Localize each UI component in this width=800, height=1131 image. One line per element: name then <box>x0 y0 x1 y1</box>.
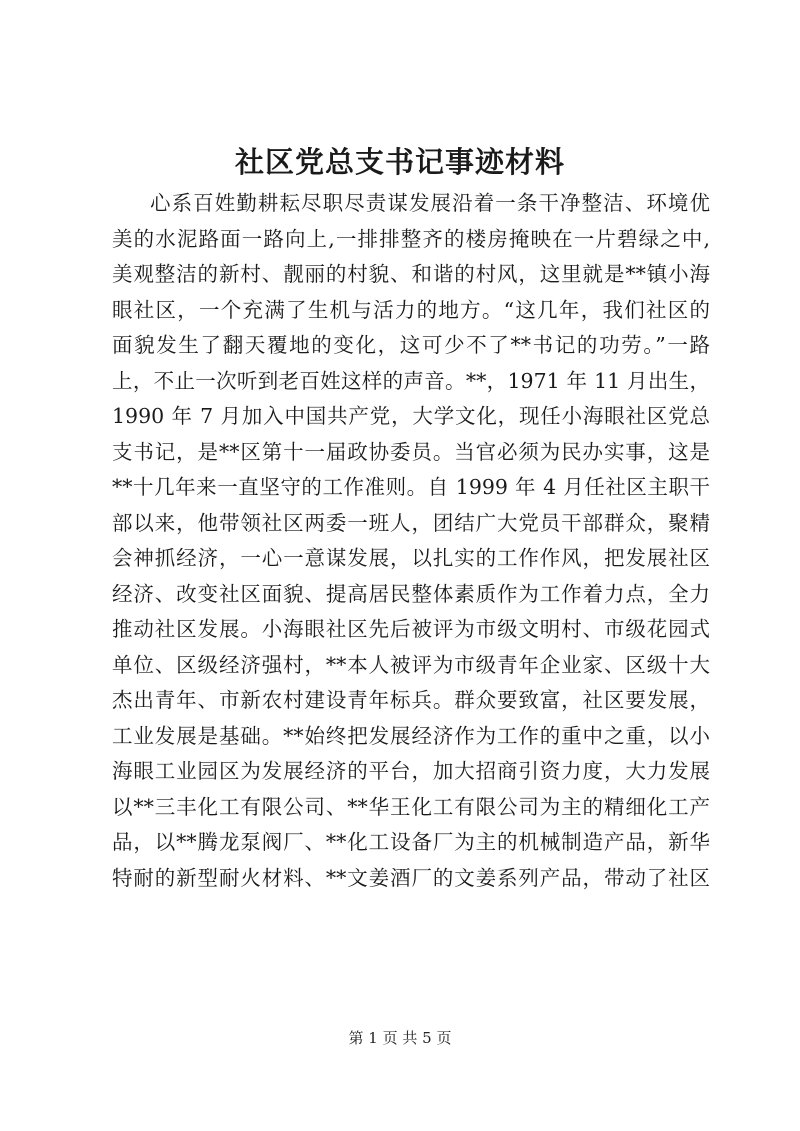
body-line-10: 部以来，他带领社区两委一班人，团结广大党员干部群众，聚精 <box>112 510 710 535</box>
body-line-9: **十几年来一直坚守的工作准则。自 1999 年 4 月任社区主职干 <box>112 475 710 499</box>
body-line-3: 美观整洁的新村、靓丽的村貌、和谐的村风，这里就是**镇小海 <box>112 262 710 286</box>
body-line-13: 推动社区发展。小海眼社区先后被评为市级文明村、市级花园式 <box>112 617 710 641</box>
body-line-6: 上，不止一次听到老百姓这样的声音。**，1971 年 11 月出生， <box>112 368 710 393</box>
body-line-2: 美的水泥路面一路向上,一排排整齐的楼房掩映在一片碧绿之中, <box>112 226 710 251</box>
document-body <box>112 186 710 896</box>
document-title: 社区党总支书记事迹材料 <box>234 145 565 179</box>
body-line-15: 杰出青年、市新农村建设青年标兵。群众要致富，社区要发展， <box>112 688 710 712</box>
page-number-footer: 第 1 页 共 5 页 <box>348 1029 452 1047</box>
body-line-12: 经济、改变社区面貌、提高居民整体素质作为工作着力点，全力 <box>112 581 710 606</box>
body-line-4: 眼社区，一个充满了生机与活力的地方。“这几年，我们社区的 <box>112 297 710 322</box>
body-line-16: 工业发展是基础。**始终把发展经济作为工作的重中之重，以小 <box>112 723 710 748</box>
body-line-5: 面貌发生了翻天覆地的变化，这可少不了**书记的功劳。”一路 <box>112 333 710 357</box>
body-line-20: 特耐的新型耐火材料、**文姜酒厂的文姜系列产品，带动了社区 <box>112 865 710 890</box>
body-line-8: 支书记，是**区第十一届政协委员。当官必须为民办实事，这是 <box>112 439 710 464</box>
body-line-7: 1990 年 7 月加入中国共产党，大学文化，现任小海眼社区党总 <box>112 404 710 428</box>
body-line-14: 单位、区级经济强村，**本人被评为市级青年企业家、区级十大 <box>112 652 710 677</box>
body-line-18: 以**三丰化工有限公司、**华王化工有限公司为主的精细化工产 <box>112 794 710 819</box>
body-line-19: 品，以**腾龙泵阀厂、**化工设备厂为主的机械制造产品，新华 <box>112 830 710 854</box>
body-line-17: 海眼工业园区为发展经济的平台，加大招商引资力度，大力发展 <box>112 759 710 783</box>
body-line-1: 心系百姓勤耕耘尽职尽责谋发展沿着一条干净整洁、环境优 <box>150 191 710 215</box>
body-line-11: 会神抓经济，一心一意谋发展，以扎实的工作作风，把发展社区 <box>112 546 710 570</box>
